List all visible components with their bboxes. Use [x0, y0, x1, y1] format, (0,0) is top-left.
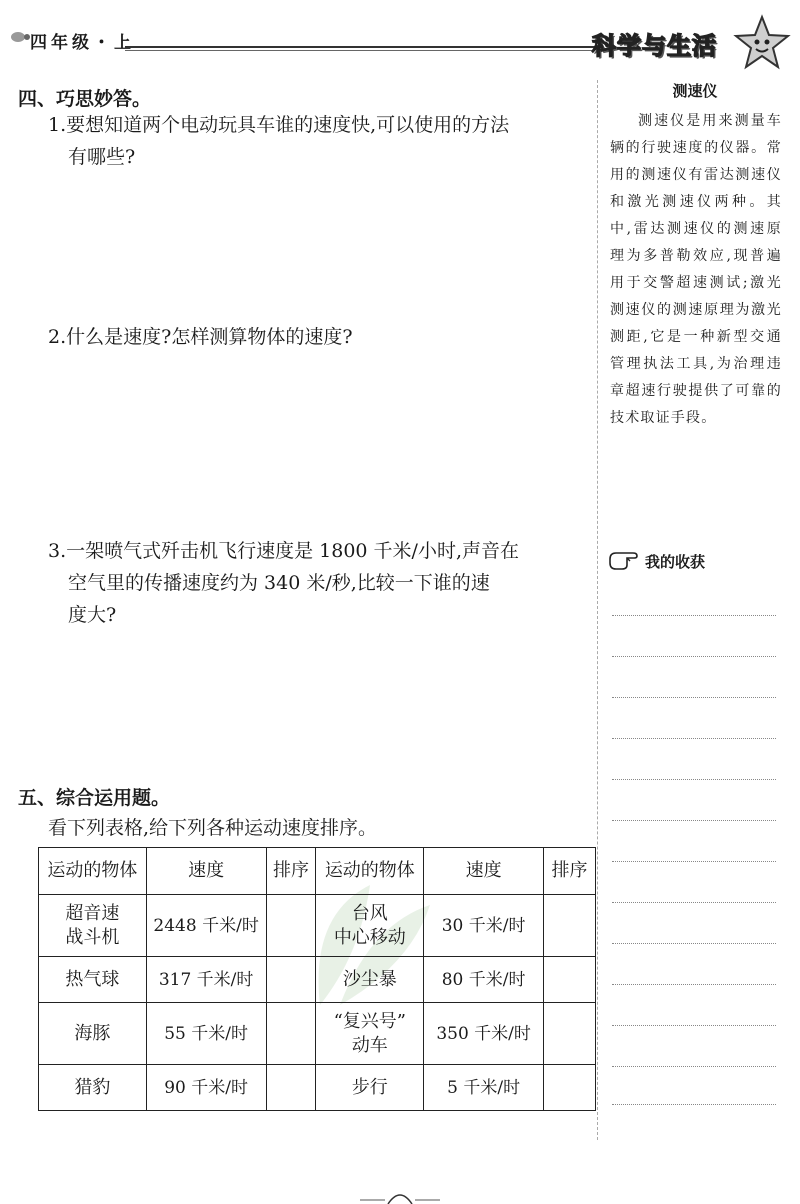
notes-line[interactable] [612, 984, 776, 985]
sidebar-title: 测速仪 [672, 82, 718, 100]
table-row [39, 1065, 596, 1111]
section-5-title: 五、综合运用题。 [18, 787, 171, 809]
header-rule-thin [125, 50, 595, 51]
notes-line[interactable] [612, 656, 776, 657]
rank-cell[interactable] [266, 895, 316, 957]
sidebar-body: 测速仪是用来测量车辆的行驶速度的仪器。常用的测速仪有雷达测速仪和激光测速仪两种。其中,雷达测速仪的测速原理为多普勒效应,现普遍用于交警超速测试;激光测速仪的测速原理为激光测距,它是一种新型交通管理执法工具,为治理违章超速行驶提供了可靠的技术取证手段。 [610, 113, 782, 426]
page-number-ornament-icon [360, 1190, 440, 1204]
question-1 [48, 109, 593, 173]
speed-cell: 55 千米/时 [146, 1003, 266, 1065]
rank-cell[interactable] [266, 1003, 316, 1065]
sidebar-divider [597, 80, 598, 1140]
speed-cell: 5 千米/时 [424, 1065, 544, 1111]
header-rule [125, 46, 595, 48]
rank-cell[interactable] [544, 1065, 596, 1111]
table-row [39, 957, 596, 1003]
star-mascot-icon [732, 14, 792, 74]
rank-cell[interactable] [544, 895, 596, 957]
speed-table [38, 847, 596, 1111]
col-header-object: 运动的物体 [39, 848, 147, 895]
object-cell: 热气球 [39, 957, 147, 1003]
notes-line[interactable] [612, 902, 776, 903]
col-header-rank-2: 排序 [544, 848, 596, 895]
object-cell: 步行 [316, 1065, 424, 1111]
notes-line[interactable] [612, 779, 776, 780]
table-row [39, 895, 596, 957]
section-4-title: 四、巧思妙答。 [18, 88, 152, 110]
object-cell: 台风 中心移动 [316, 895, 424, 957]
section-5-instruction: 看下列表格,给下列各种运动速度排序。 [48, 817, 378, 839]
notes-line[interactable] [612, 697, 776, 698]
my-harvest-label: 我的收获 [645, 553, 706, 571]
notes-line[interactable] [612, 615, 776, 616]
col-header-object-2: 运动的物体 [316, 848, 424, 895]
rank-cell[interactable] [266, 1065, 316, 1111]
grade-label: 四年级・上 [30, 33, 135, 53]
brand-title: 科学与生活 [592, 32, 717, 60]
speed-cell: 90 千米/时 [146, 1065, 266, 1111]
speed-cell: 350 千米/时 [424, 1003, 544, 1065]
col-header-speed: 速度 [146, 848, 266, 895]
object-cell: 沙尘暴 [316, 957, 424, 1003]
speed-cell: 317 千米/时 [146, 957, 266, 1003]
question-3-line-3: 度大? [68, 604, 117, 626]
question-1-line-1: 1.要想知道两个电动玩具车谁的速度快,可以使用的方法 [48, 114, 510, 136]
object-cell: 猎豹 [39, 1065, 147, 1111]
speed-cell: 2448 千米/时 [146, 895, 266, 957]
col-header-rank: 排序 [266, 848, 316, 895]
question-3 [48, 535, 593, 631]
rank-cell[interactable] [544, 957, 596, 1003]
question-3-line-1: 3.一架喷气式歼击机飞行速度是 1800 千米/小时,声音在 [48, 540, 520, 562]
question-1-line-2: 有哪些? [68, 146, 136, 168]
object-cell: 海豚 [39, 1003, 147, 1065]
notes-line[interactable] [612, 1104, 776, 1105]
notes-line[interactable] [612, 820, 776, 821]
question-3-line-2: 空气里的传播速度约为 340 米/秒,比较一下谁的速 [68, 572, 490, 594]
question-2 [48, 321, 593, 353]
header-ornament-icon [10, 30, 32, 44]
speed-cell: 30 千米/时 [424, 895, 544, 957]
notes-line[interactable] [612, 738, 776, 739]
notes-line[interactable] [612, 1025, 776, 1026]
object-cell: “复兴号” 动车 [316, 1003, 424, 1065]
table-header-row [39, 848, 596, 895]
notes-line[interactable] [612, 943, 776, 944]
speed-cell: 80 千米/时 [424, 957, 544, 1003]
object-cell: 超音速 战斗机 [39, 895, 147, 957]
question-2-line-1: 2.什么是速度?怎样测算物体的速度? [48, 326, 353, 348]
table-row [39, 1003, 596, 1065]
notes-line[interactable] [612, 861, 776, 862]
rank-cell[interactable] [266, 957, 316, 1003]
col-header-speed-2: 速度 [424, 848, 544, 895]
notes-line[interactable] [612, 1066, 776, 1067]
rank-cell[interactable] [544, 1003, 596, 1065]
pointing-hand-icon [607, 545, 643, 571]
